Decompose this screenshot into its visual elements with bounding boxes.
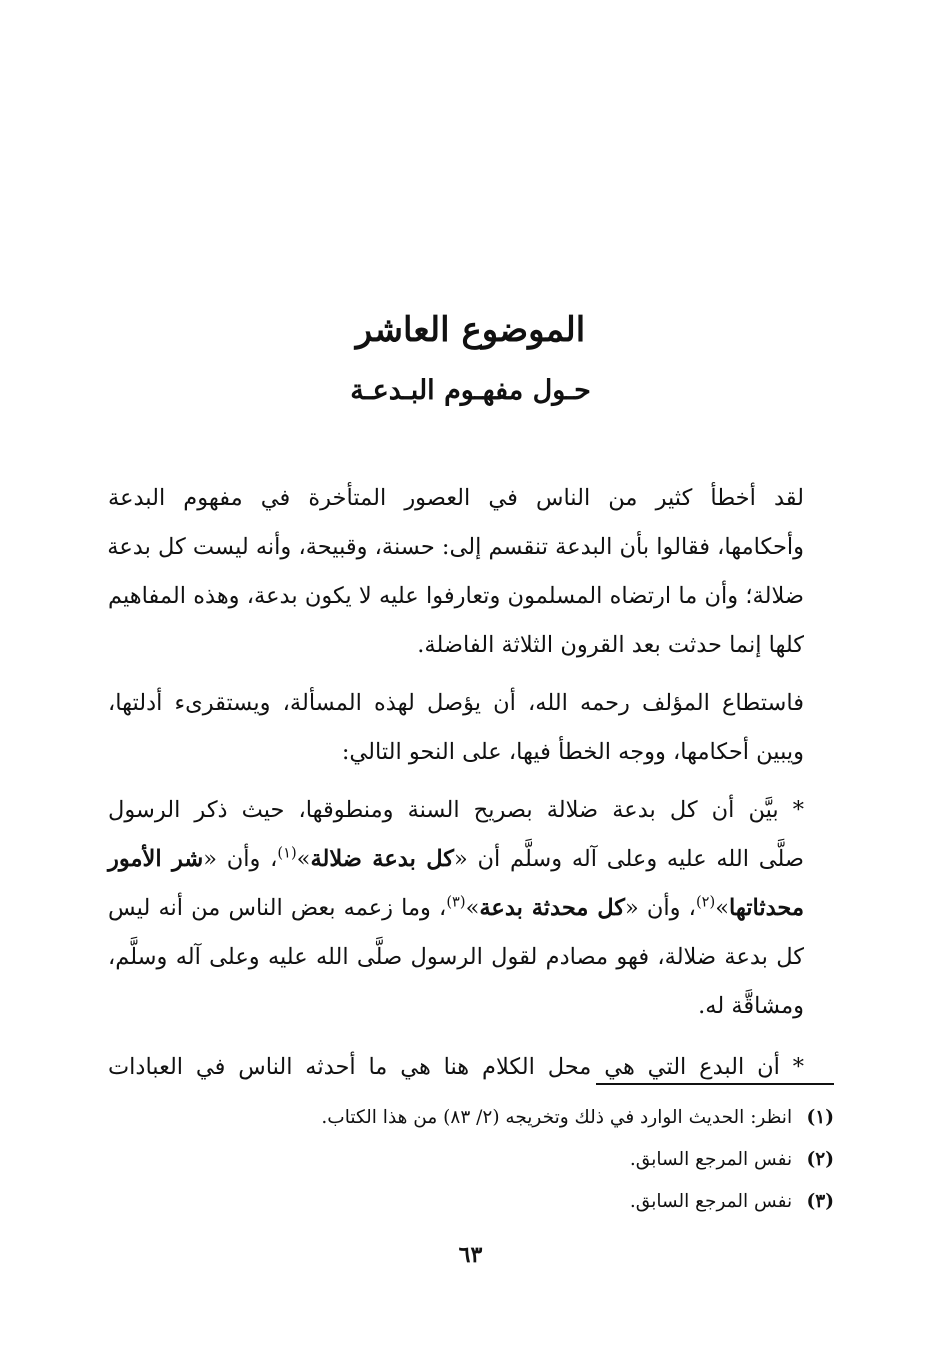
text-line: ويبين أحكامها، ووجه الخطأ فيها، على النحو التالي: [341, 739, 804, 765]
chapter-title: الموضوع العاشر [355, 310, 586, 350]
paragraph-point-1 [108, 786, 834, 1031]
text-line: * بيَّن أن كل بدعة ضلالة بصريح السنة ومنطوقها، حيث ذكر الرسول [108, 797, 804, 823]
footnote [108, 1097, 834, 1139]
text-line: لقد أخطأ كثير من الناس في العصور المتأخرة في مفهوم البدعة [108, 485, 804, 511]
hadith-quote: كل محدثة بدعة [479, 895, 626, 921]
text-line: ضلالة؛ وأن ما ارتضاه المسلمون وتعارفوا عليه لا يكون بدعة، وهذه المفاهيم [108, 583, 804, 609]
footnote-text: نفس المرجع السابق. [629, 1191, 793, 1212]
text-run: ، وما زعمه بعض الناس من أنه ليس [108, 895, 447, 921]
footnote-separator [596, 1083, 834, 1085]
text-run: » [465, 895, 480, 921]
text-line: ومشاقَّة له. [698, 993, 804, 1019]
footnote [108, 1181, 834, 1223]
text-line: وأحكامها، فقالوا بأن البدعة تنقسم إلى: حسنة، وقبيحة، وأنه ليست كل بدعة [107, 534, 804, 560]
footnote [108, 1139, 834, 1181]
hadith-quote: شر الأمور [108, 846, 204, 872]
text-run: صلَّى الله عليه وعلى آله وسلَّم أن « [454, 846, 805, 872]
text-line: فاستطاع المؤلف رحمه الله، أن يؤصل لهذه المسألة، ويستقرىء أدلتها، [108, 690, 804, 716]
paragraph-intro [108, 474, 834, 670]
footnote-text: انظر: الحديث الوارد في ذلك وتخريجه (٢/ ٨٣) من هذا الكتاب. [321, 1107, 793, 1128]
text-run: ، وأن « [203, 846, 278, 872]
text-run: » [296, 846, 311, 872]
page-number: ٦٣ [458, 1242, 483, 1268]
text-line: كلها إنما حدثت بعد القرون الثلاثة الفاضلة. [417, 632, 804, 658]
text-line [108, 835, 834, 884]
footnote-ref: (٣) [446, 893, 466, 911]
footnotes [108, 1097, 834, 1223]
hadith-quote: كل بدعة ضلالة [310, 846, 455, 872]
text-run: » [715, 895, 729, 921]
footnote-number: (٢) [806, 1149, 834, 1170]
hadith-quote: محدثاتها [729, 895, 804, 921]
footnote-number: (١) [806, 1107, 834, 1128]
footnote-ref: (٢) [695, 893, 716, 911]
body-text [108, 474, 834, 1101]
text-line: * أن البدع التي هي محل الكلام هنا هي ما أحدثه الناس في العبادات [108, 1054, 804, 1080]
footnote-number: (٣) [806, 1191, 834, 1212]
footnote-text: نفس المرجع السابق. [629, 1149, 793, 1170]
footnote-ref: (١) [277, 844, 297, 862]
text-line [108, 884, 834, 933]
paragraph-author-method [108, 679, 834, 777]
text-run: ، وأن « [625, 895, 696, 921]
chapter-subtitle: حـول مفهـوم البـدعـة [350, 375, 591, 406]
text-line: كل بدعة ضلالة، فهو مصادم لقول الرسول صلَّى الله عليه وعلى آله وسلَّم، [108, 944, 804, 970]
